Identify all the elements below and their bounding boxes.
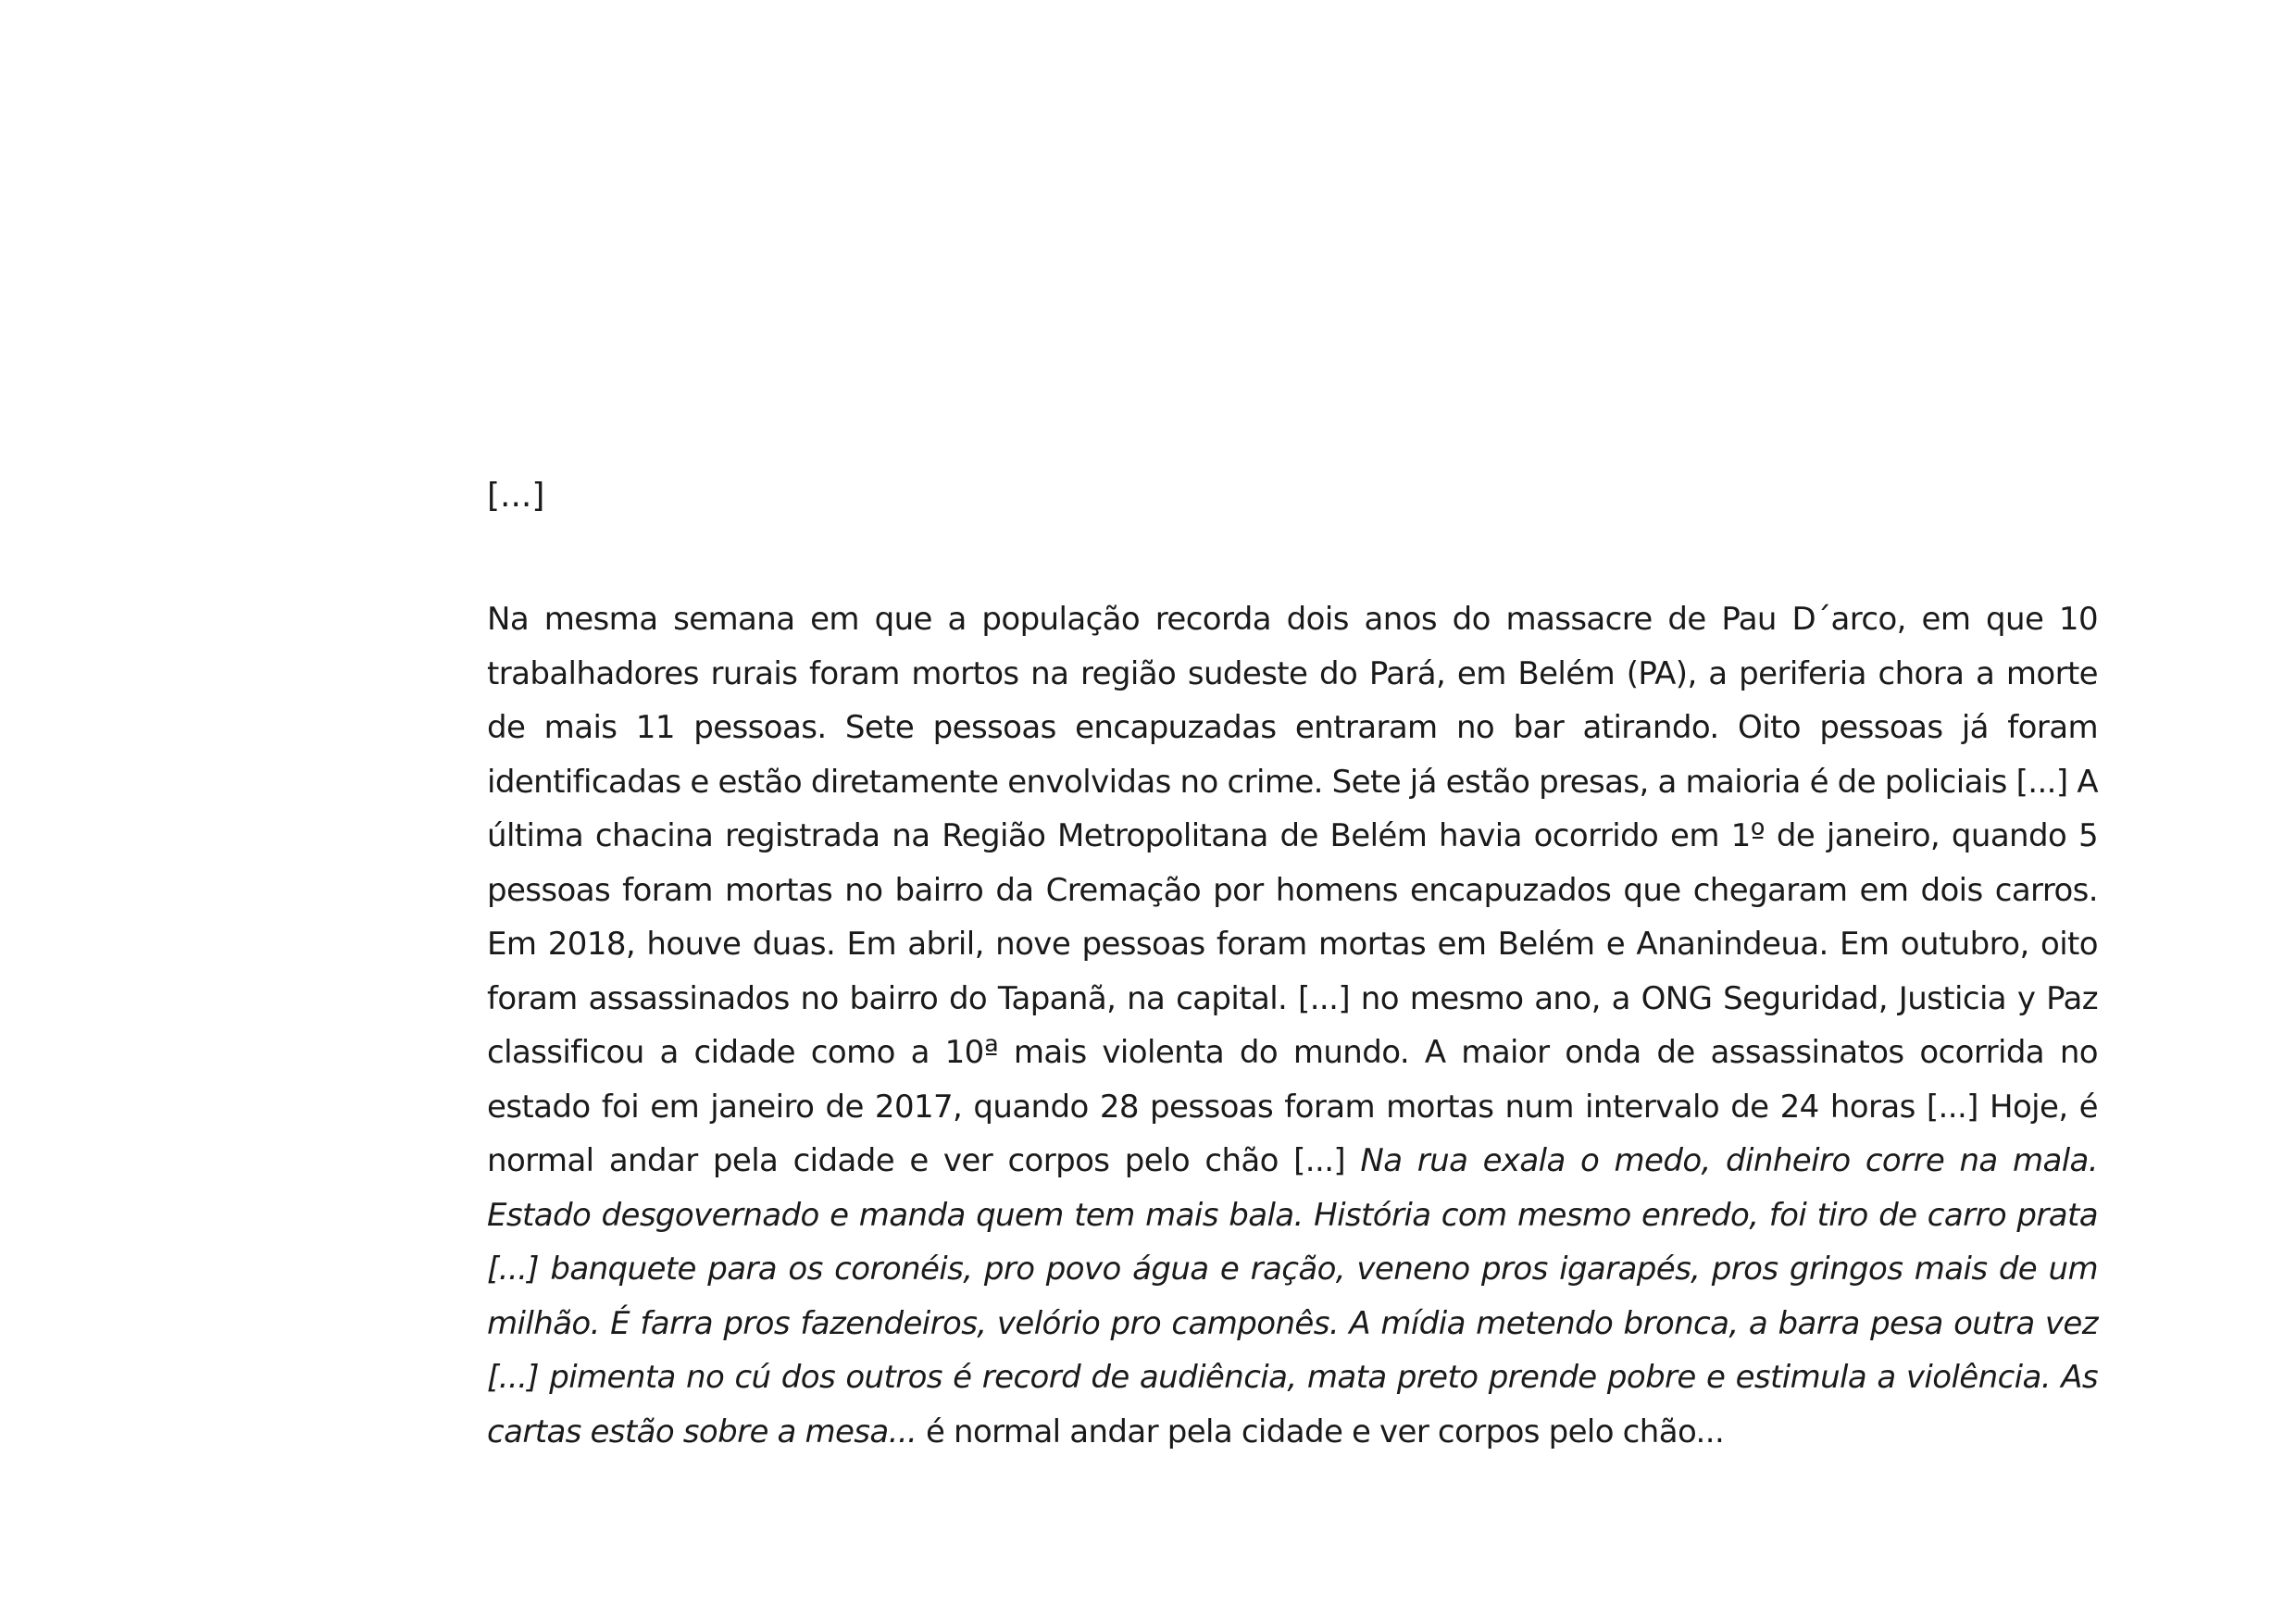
paragraph-intro-text: Na mesma semana em que a população recorda dois anos do massacre de Pau D´arco, em que 10 trabalhadores rurais foram mortos na região sudeste do Pará, em Belém (PA), a periferia chora a morte de mais 11 pessoas. Sete pessoas encapuzadas entraram no bar atirando. Oito pessoas já foram identificadas e estão diretamente envolvidas no crime. Sete já estão presas, a maioria é de policiais [...] A última chacina registrada na Região Metropolitana de Belém havia ocorrido em 1º de janeiro, quando 5 pessoas foram mortas no bairro da Cremação por homens encapuzados que chegaram em dois carros. Em 2018, houve duas. Em abril, nove pessoas foram mortas em Belém e Ananindeua. Em outubro, oito foram assassinados no bairro do Tapanã, na capital. [...] no mesmo ano, a ONG Seguridad, Justicia y Paz classificou a cidade como a 10ª mais violenta do mundo. A maior onda de assassinatos ocorrida no estado foi em janeiro de 2017, quando 28 pessoas foram mortas num intervalo de 24 horas [...] Hoje, é normal andar pela cidade e ver corpos pelo chão [...] (487, 601, 2098, 1179)
body-paragraph (487, 592, 2098, 1459)
section-ellipsis: [...] (487, 477, 545, 515)
paragraph-closing-text: é normal andar pela cidade e ver corpos pelo chão... (917, 1413, 1725, 1450)
lyric-quote-text: Na rua exala o medo, dinheiro corre na mala. Estado desgovernado e manda quem tem mais bala. História com mesmo enredo, foi tiro de carro prata [...] banquete para os coronéis, pro povo água e ração, veneno pros igarapés, pros gringos mais de um milhão. É farra pros fazendeiros, velório pro camponês. A mídia metendo bronca, a barra pesa outra vez [...] pimenta no cú dos outros é record de audiência, mata preto prende pobre e estimula a violência. As cartas estão sobre a mesa... (487, 1142, 2099, 1450)
